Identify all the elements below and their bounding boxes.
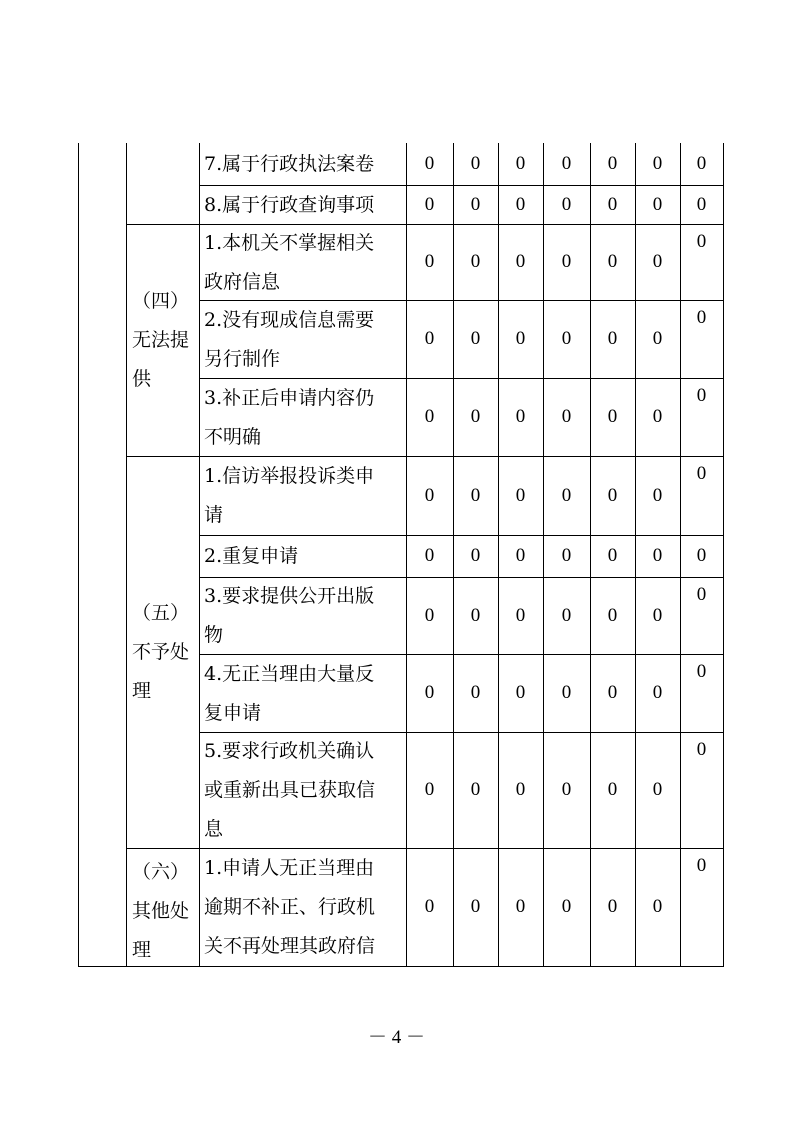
- value-cell: 0: [424, 779, 435, 800]
- row-label: 4.无正当理由大量反: [204, 662, 375, 685]
- group-label: 其他处: [132, 900, 190, 922]
- value-cell: 0: [515, 604, 526, 626]
- value-cell: 0: [561, 484, 572, 506]
- row-label: 逾期不补正、行政机: [204, 896, 376, 918]
- value-cell: 0: [696, 193, 707, 215]
- row-line: [199, 185, 724, 186]
- page-number: － 4 －: [367, 1027, 425, 1048]
- row-line: [199, 535, 724, 536]
- group-label: （六）: [132, 861, 190, 883]
- value-cell: 0: [515, 251, 526, 272]
- value-cell: 0: [515, 779, 526, 800]
- row-label: 不明确: [204, 425, 262, 448]
- value-cell: 0: [696, 661, 707, 682]
- column-line: [635, 143, 636, 967]
- value-cell: 0: [515, 545, 526, 566]
- value-cell: 0: [424, 193, 435, 215]
- value-cell: 0: [470, 779, 481, 800]
- value-cell: 0: [470, 545, 481, 566]
- row-label: 物: [204, 624, 224, 646]
- row-label: 3.补正后申请内容仍: [204, 386, 375, 409]
- value-cell: 0: [424, 153, 435, 174]
- value-cell: 0: [470, 484, 481, 506]
- value-cell: 0: [424, 682, 435, 703]
- value-cell: 0: [470, 193, 481, 215]
- row-label: 请: [204, 504, 224, 526]
- value-cell: 0: [561, 328, 572, 349]
- value-cell: 0: [424, 484, 435, 506]
- value-cell: 0: [696, 385, 707, 406]
- value-cell: 0: [652, 896, 663, 917]
- row-line: [199, 654, 724, 655]
- value-cell: 0: [607, 682, 618, 703]
- value-cell: 0: [607, 251, 618, 272]
- value-cell: 0: [515, 153, 526, 174]
- value-cell: 0: [607, 406, 618, 427]
- value-cell: 0: [561, 682, 572, 703]
- value-cell: 0: [607, 545, 618, 566]
- group-label: 供: [132, 368, 152, 390]
- value-cell: 0: [424, 545, 435, 566]
- column-line: [680, 143, 681, 967]
- table-border: [78, 143, 79, 967]
- row-line: [126, 224, 724, 225]
- column-line: [590, 143, 591, 967]
- value-cell: 0: [470, 153, 481, 174]
- value-cell: 0: [652, 779, 663, 800]
- group-label: 不予处: [132, 641, 190, 663]
- row-label: 7.属于行政执法案卷: [204, 153, 375, 175]
- column-line: [453, 143, 454, 967]
- value-cell: 0: [652, 682, 663, 703]
- row-label: 政府信息: [204, 270, 281, 293]
- value-cell: 0: [424, 406, 435, 427]
- value-cell: 0: [515, 328, 526, 349]
- row-line: [199, 732, 724, 733]
- column-line: [199, 143, 200, 967]
- value-cell: 0: [561, 153, 572, 174]
- value-cell: 0: [607, 328, 618, 349]
- value-cell: 0: [515, 193, 526, 215]
- value-cell: 0: [470, 896, 481, 917]
- row-line: [126, 456, 724, 457]
- table-border: [723, 143, 724, 967]
- value-cell: 0: [696, 739, 707, 760]
- row-line: [199, 300, 724, 301]
- value-cell: 0: [470, 604, 481, 626]
- group-label: （五）: [132, 602, 190, 624]
- value-cell: 0: [696, 231, 707, 252]
- value-cell: 0: [696, 855, 707, 876]
- value-cell: 0: [561, 193, 572, 215]
- value-cell: 0: [561, 604, 572, 626]
- value-cell: 0: [470, 251, 481, 272]
- value-cell: 0: [515, 406, 526, 427]
- group-label: 无法提: [132, 329, 190, 351]
- row-line: [199, 577, 724, 578]
- value-cell: 0: [652, 193, 663, 215]
- row-label: 2.没有现成信息需要: [204, 308, 375, 331]
- column-line: [126, 143, 127, 967]
- row-label: 3.要求提供公开出版: [204, 585, 375, 607]
- value-cell: 0: [515, 484, 526, 506]
- value-cell: 0: [652, 484, 663, 506]
- row-label: 另行制作: [204, 347, 281, 370]
- row-line: [126, 848, 724, 849]
- value-cell: 0: [561, 251, 572, 272]
- row-label: 1.本机关不掌握相关: [204, 231, 375, 254]
- value-cell: 0: [470, 682, 481, 703]
- value-cell: 0: [470, 328, 481, 349]
- value-cell: 0: [652, 406, 663, 427]
- group-label: 理: [132, 680, 152, 702]
- value-cell: 0: [561, 779, 572, 800]
- value-cell: 0: [696, 545, 707, 566]
- row-label: 1.申请人无正当理由: [204, 857, 375, 879]
- value-cell: 0: [607, 153, 618, 174]
- row-label: 1.信访举报投诉类申: [204, 465, 375, 487]
- row-label: 复申请: [204, 701, 262, 724]
- value-cell: 0: [607, 779, 618, 800]
- column-line: [543, 143, 544, 967]
- value-cell: 0: [424, 251, 435, 272]
- value-cell: 0: [424, 604, 435, 626]
- column-line: [406, 143, 407, 967]
- value-cell: 0: [470, 406, 481, 427]
- value-cell: 0: [607, 484, 618, 506]
- value-cell: 0: [652, 328, 663, 349]
- value-cell: 0: [652, 604, 663, 626]
- row-label: 或重新出具已获取信: [204, 779, 376, 801]
- value-cell: 0: [696, 153, 707, 174]
- value-cell: 0: [652, 251, 663, 272]
- value-cell: 0: [561, 545, 572, 566]
- value-cell: 0: [652, 153, 663, 174]
- value-cell: 0: [696, 307, 707, 328]
- row-label: 5.要求行政机关确认: [204, 740, 375, 762]
- row-line: [199, 378, 724, 379]
- value-cell: 0: [561, 406, 572, 427]
- value-cell: 0: [696, 584, 707, 605]
- value-cell: 0: [607, 896, 618, 917]
- value-cell: 0: [515, 896, 526, 917]
- row-label: 2.重复申请: [204, 545, 299, 567]
- group-label: 理: [132, 939, 152, 961]
- group-label: （四）: [132, 290, 190, 312]
- value-cell: 0: [424, 328, 435, 349]
- value-cell: 0: [696, 463, 707, 484]
- value-cell: 0: [607, 604, 618, 626]
- value-cell: 0: [652, 545, 663, 566]
- value-cell: 0: [424, 896, 435, 917]
- value-cell: 0: [607, 193, 618, 215]
- value-cell: 0: [561, 896, 572, 917]
- row-label: 息: [204, 818, 224, 840]
- row-label: 8.属于行政查询事项: [204, 193, 375, 216]
- column-line: [498, 143, 499, 967]
- value-cell: 0: [515, 682, 526, 703]
- row-line: [78, 966, 724, 967]
- row-label: 关不再处理其政府信: [204, 935, 376, 957]
